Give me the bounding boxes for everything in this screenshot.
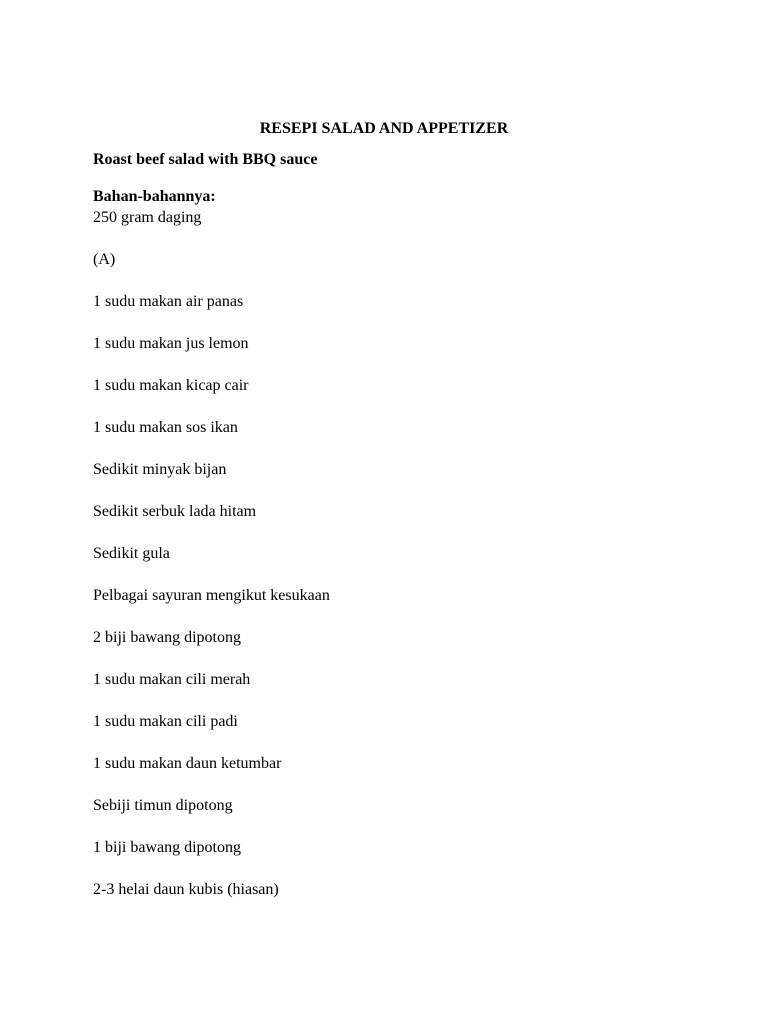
ingredient-item: 2-3 helai daun kubis (hiasan) — [93, 881, 279, 898]
ingredient-item: 1 sudu makan kicap cair — [93, 377, 249, 394]
ingredients-heading: Bahan-bahannya: — [93, 188, 216, 205]
ingredient-item: Sebiji timun dipotong — [93, 797, 233, 814]
ingredient-item: 1 sudu makan air panas — [93, 293, 244, 310]
ingredient-item: Sedikit minyak bijan — [93, 461, 227, 478]
group-label: (A) — [93, 251, 116, 268]
recipe-name: Roast beef salad with BBQ sauce — [93, 151, 318, 168]
ingredient-item: Sedikit serbuk lada hitam — [93, 503, 257, 520]
ingredient-item: Pelbagai sayuran mengikut kesukaan — [93, 587, 330, 604]
ingredient-item: 1 sudu makan sos ikan — [93, 419, 238, 436]
ingredient-item: Sedikit gula — [93, 545, 170, 562]
ingredient-item: 1 sudu makan daun ketumbar — [93, 755, 282, 772]
ingredient-item: 1 sudu makan cili padi — [93, 713, 238, 730]
main-ingredient: 250 gram daging — [93, 209, 202, 226]
ingredient-item: 2 biji bawang dipotong — [93, 629, 241, 646]
ingredient-item: 1 sudu makan cili merah — [93, 671, 251, 688]
ingredient-item: 1 biji bawang dipotong — [93, 839, 241, 856]
document-title: RESEPI SALAD AND APPETIZER — [259, 120, 509, 137]
ingredient-item: 1 sudu makan jus lemon — [93, 335, 249, 352]
